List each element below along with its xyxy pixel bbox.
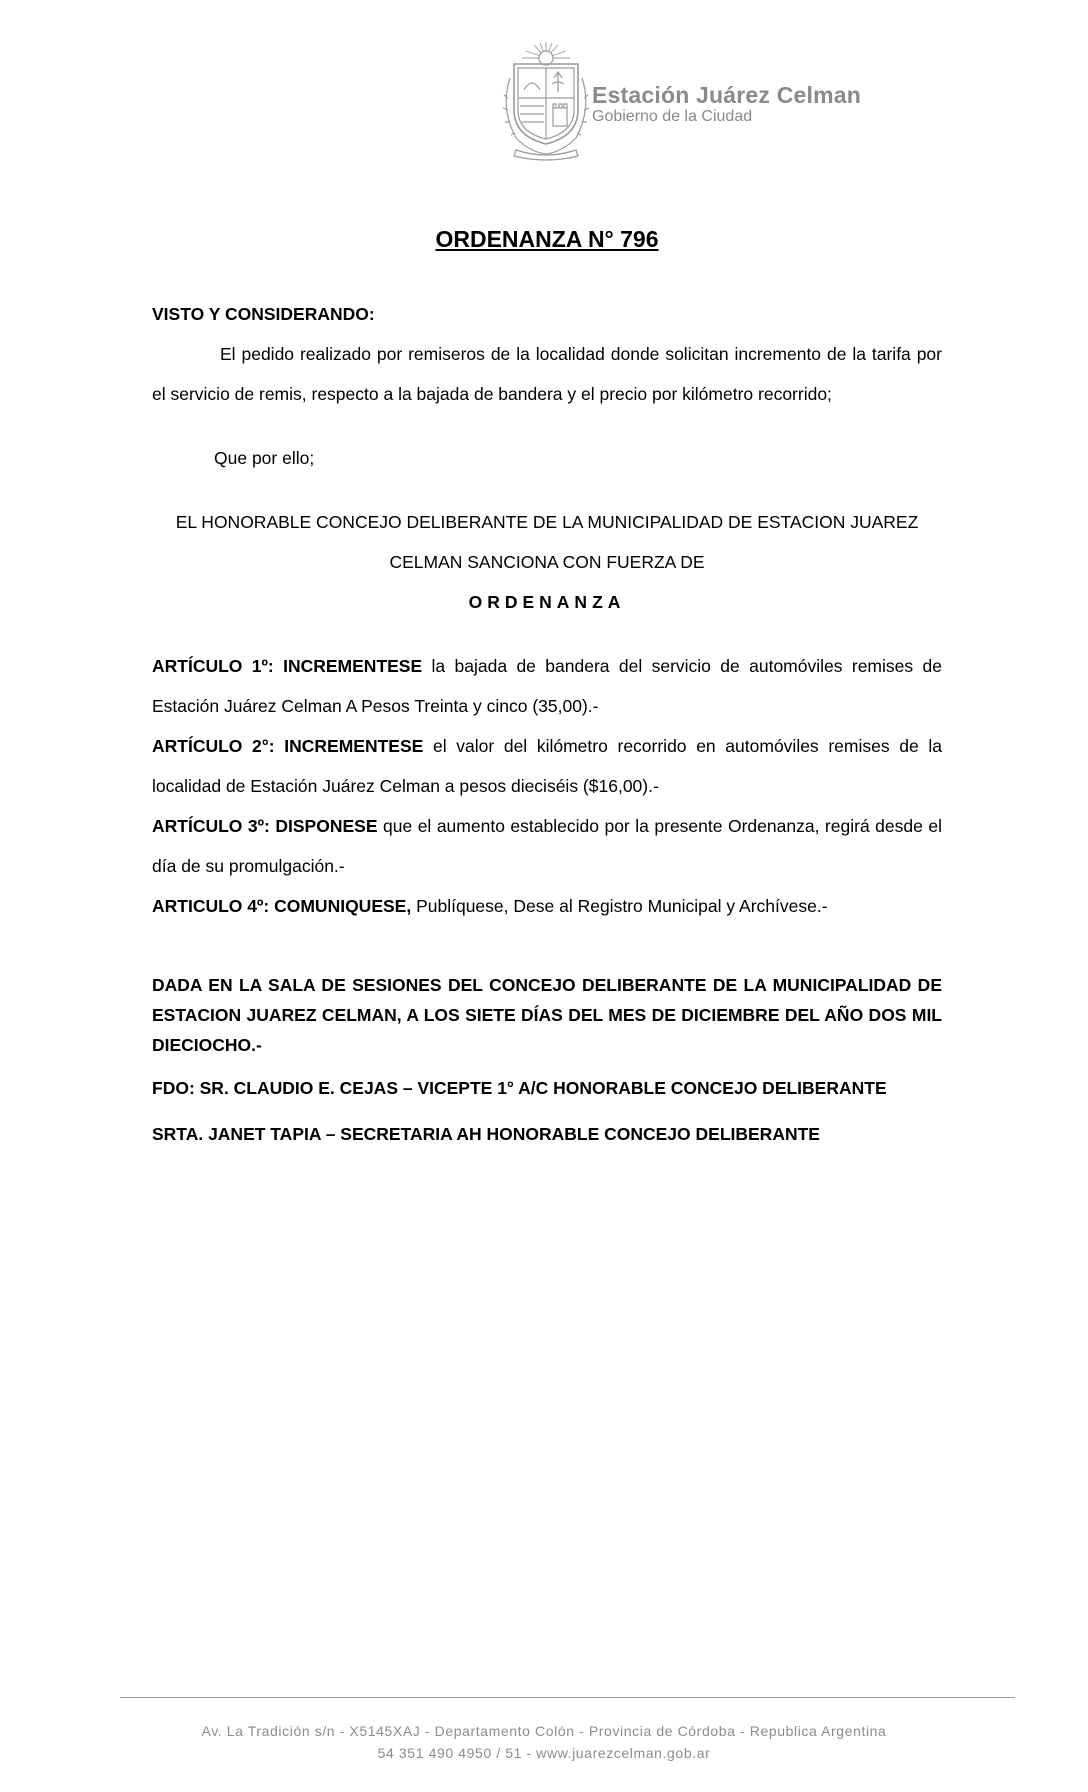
footer-contact: 54 351 490 4950 / 51 - www.juarezcelman.gob.ar	[377, 1745, 711, 1761]
ordenanza-heading: ORDENANZA	[468, 592, 626, 612]
signature-2: SRTA. JANET TAPIA – SECRETARIA AH HONORABLE CONCEJO DELIBERANTE	[152, 1124, 820, 1144]
visto-paragraph: El pedido realizado por remiseros de la localidad donde solicitan incremento de la tarifa por el servicio de remis, respecto a la bajada de bandera y el precio por kilómetro recorrido;	[152, 344, 942, 404]
letterhead	[0, 0, 1088, 180]
brand-name: Estación Juárez Celman	[592, 82, 862, 108]
spacer	[152, 1060, 942, 1068]
brand-subtitle: Gobierno de la Ciudad	[592, 108, 753, 125]
municipal-crest-logo	[496, 38, 596, 163]
article-4	[152, 886, 942, 926]
article-verb: DISPONESE	[275, 816, 378, 836]
article-1	[152, 646, 942, 726]
article-2	[152, 726, 942, 806]
footer-address: Av. La Tradición s/n - X5145XAJ - Departamento Colón - Provincia de Córdoba - Republica Argentina	[201, 1723, 887, 1739]
visto-heading: VISTO Y CONSIDERANDO:	[152, 304, 375, 324]
article-text: la bajada de bandera del servicio de automóviles remises de Estación Juárez Celman A Pesos Treinta y cinco (35,00).-	[152, 656, 942, 716]
spacer	[152, 478, 942, 502]
que-por-ello: Que por ello;	[214, 448, 315, 468]
spacer	[152, 926, 942, 970]
article-text: el valor del kilómetro recorrido en automóviles remises de la localidad de Estación Juárez Celman a pesos dieciséis ($16,00).-	[152, 736, 942, 796]
document-title: ORDENANZA N° 796	[435, 226, 659, 252]
spacer	[152, 414, 942, 438]
article-label: ARTICULO 4º:	[152, 896, 270, 916]
article-text: que el aumento establecido por la presente Ordenanza, regirá desde el día de su promulgación.-	[152, 816, 942, 876]
article-verb: COMUNIQUESE,	[274, 896, 412, 916]
article-verb: INCREMENTESE	[283, 656, 423, 676]
sanciona-line-1: EL HONORABLE CONCEJO DELIBERANTE DE LA MUNICIPALIDAD DE ESTACION JUAREZ	[175, 512, 919, 532]
article-3	[152, 806, 942, 886]
document-body	[152, 222, 942, 1154]
closing-paragraph: DADA EN LA SALA DE SESIONES DEL CONCEJO DELIBERANTE DE LA MUNICIPALIDAD DE ESTACION JUAREZ CELMAN, A LOS SIETE DÍAS DEL MES DE DICIEMBRE DEL AÑO DOS MIL DIECIOCHO.-	[152, 975, 942, 1055]
article-text: Publíquese, Dese al Registro Municipal y Archívese.-	[411, 896, 828, 916]
signature-1: FDO: SR. CLAUDIO E. CEJAS – VICEPTE 1° A/C HONORABLE CONCEJO DELIBERANTE	[152, 1078, 887, 1098]
footer	[0, 1720, 1088, 1764]
article-label: ARTÍCULO 1º:	[152, 656, 274, 676]
article-label: ARTÍCULO 3º:	[152, 816, 270, 836]
brand-block	[592, 82, 861, 126]
footer-divider	[120, 1697, 1015, 1698]
sanciona-line-2: CELMAN SANCIONA CON FUERZA DE	[389, 552, 705, 572]
article-verb: INCREMENTESE	[284, 736, 424, 756]
article-label: ARTÍCULO 2°:	[152, 736, 275, 756]
spacer	[152, 622, 942, 646]
